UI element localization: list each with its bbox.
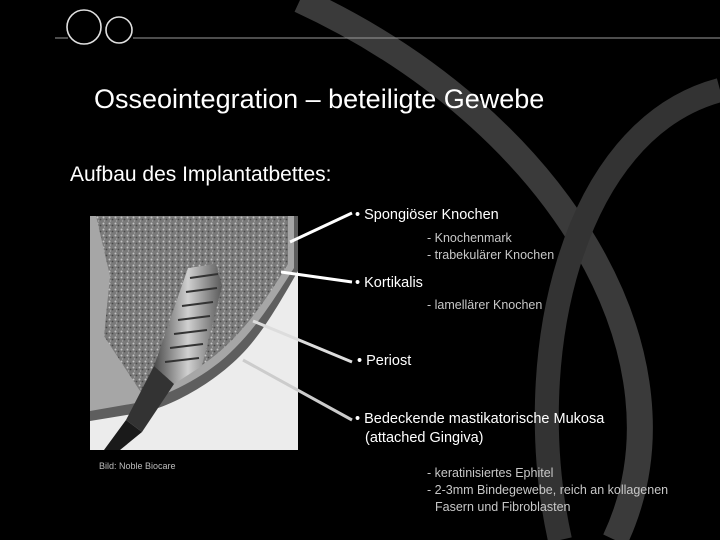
leader-line-spongy-bone — [290, 213, 352, 242]
label-cortical-bone-sub-lamellar: - lamellärer Knochen — [427, 298, 543, 312]
leader-line-mucosa — [243, 360, 352, 420]
image-credit: Bild: Noble Biocare — [99, 461, 176, 471]
label-spongy-bone-sub-trabecular: - trabekulärer Knochen — [427, 248, 555, 262]
leader-line-periost — [253, 321, 352, 362]
label-cortical-bone: • Kortikalis — [355, 275, 423, 291]
label-mucosa: • Bedeckende mastikatorische Mukosa — [355, 411, 605, 427]
label-mucosa-line2: (attached Gingiva) — [365, 430, 484, 446]
slide-title: Osseointegration – beteiligte Gewebe — [94, 84, 545, 114]
label-mucosa-sub-epithelium: - keratinisiertes Ephitel — [427, 466, 554, 480]
section-heading: Aufbau des Implantatbettes: — [70, 163, 332, 186]
leader-line-cortical — [281, 272, 352, 282]
label-spongy-bone-sub-marrow: - Knochenmark — [427, 231, 512, 245]
label-spongy-bone: • Spongiöser Knochen — [355, 207, 499, 223]
label-mucosa-sub-fibers: Fasern und Fibroblasten — [435, 500, 571, 514]
label-periost: • Periost — [357, 353, 412, 369]
label-mucosa-sub-connective-tissue: - 2-3mm Bindegewebe, reich an kollagenen — [427, 483, 669, 497]
